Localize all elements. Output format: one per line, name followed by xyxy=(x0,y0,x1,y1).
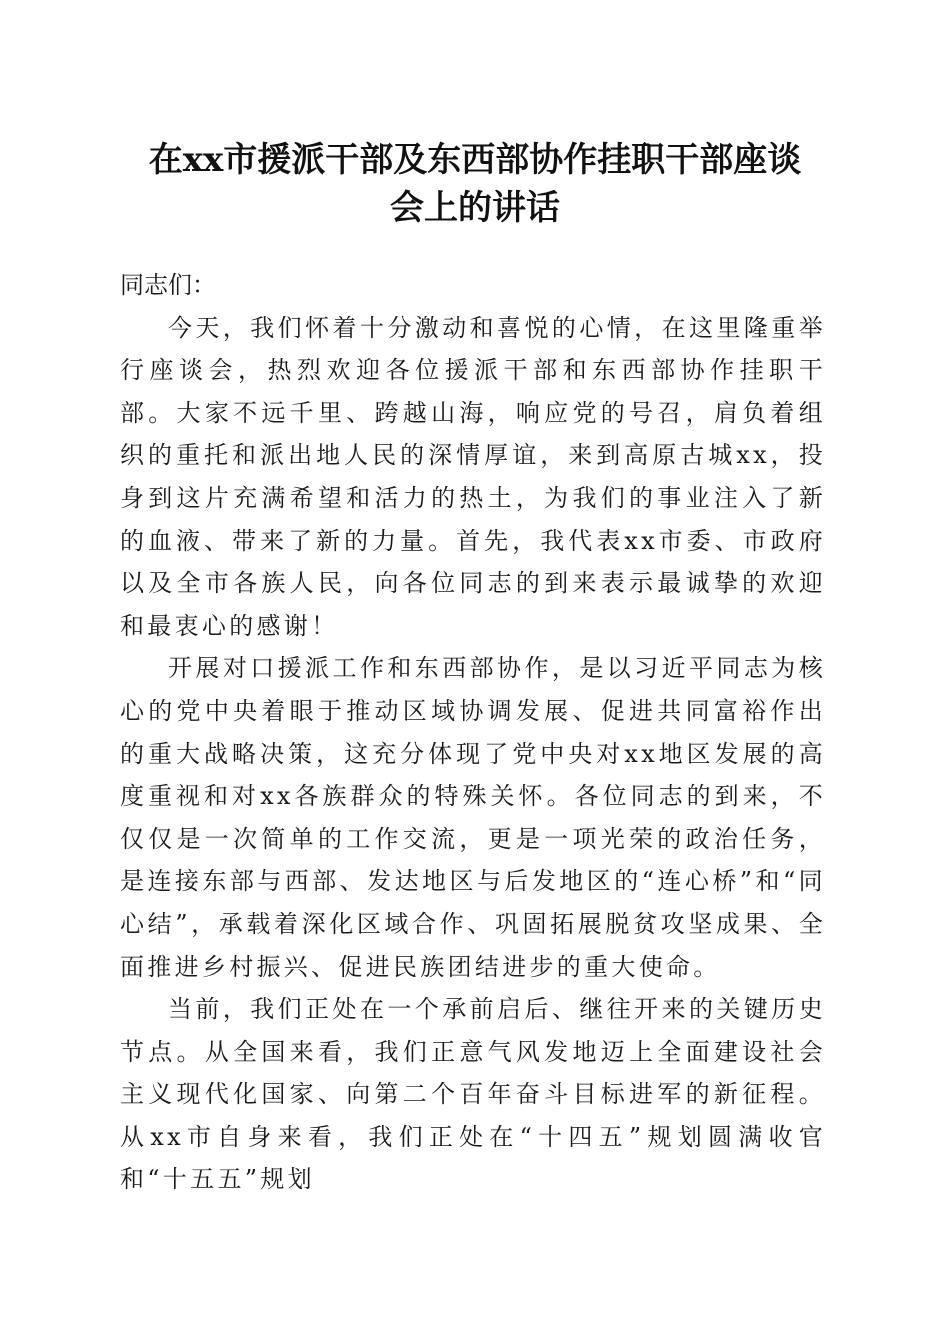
title-line-1: 在xx市援派干部及东西部协作挂职干部座谈 xyxy=(148,140,802,180)
paragraph-2: 开展对口援派工作和东西部协作，是以习近平同志为核心的党中央着眼于推动区域协调发展、促进共同富裕作出的重大战略决策，这充分体现了党中央对xx地区发展的高度重视和对xx各族群众的特殊关怀。各位同志的到来，不仅仅是一次简单的工作交流，更是一项光荣的政治任务，是连接东部与西部、发达地区与后发地区的“连心桥”和“同心结”，承载着深化区域合作、巩固拓展脱贫攻坚成果、全面推进乡村振兴、促进民族团结进步的重大使命。 xyxy=(120,654,826,981)
paragraph-3: 当前，我们正处在一个承前启后、继往开来的关键历史节点。从全国来看，我们正意气风发地迈上全面建设社会主义现代化国家、向第二个百年奋斗目标进军的新征程。从xx市自身来看，我们正处在“十四五”规划圆满收官和“十五五”规划 xyxy=(120,995,826,1194)
document-body xyxy=(120,252,826,1201)
document-title xyxy=(120,136,830,232)
paragraph-1: 今天，我们怀着十分激动和喜悦的心情，在这里隆重举行座谈会，热烈欢迎各位援派干部和东西部协作挂职干部。大家不远千里、跨越山海，响应党的号召，肩负着组织的重托和派出地人民的深情厚谊，来到高原古城xx，投身到这片充满希望和活力的热土，为我们的事业注入了新的血液、带来了新的力量。首先，我代表xx市委、市政府以及全市各族人民，向各位同志的到来表示最诚挚的欢迎和最衷心的感谢！ xyxy=(120,313,826,640)
title-line-2: 会上的讲话 xyxy=(390,188,560,228)
salutation: 同志们： xyxy=(120,271,216,299)
